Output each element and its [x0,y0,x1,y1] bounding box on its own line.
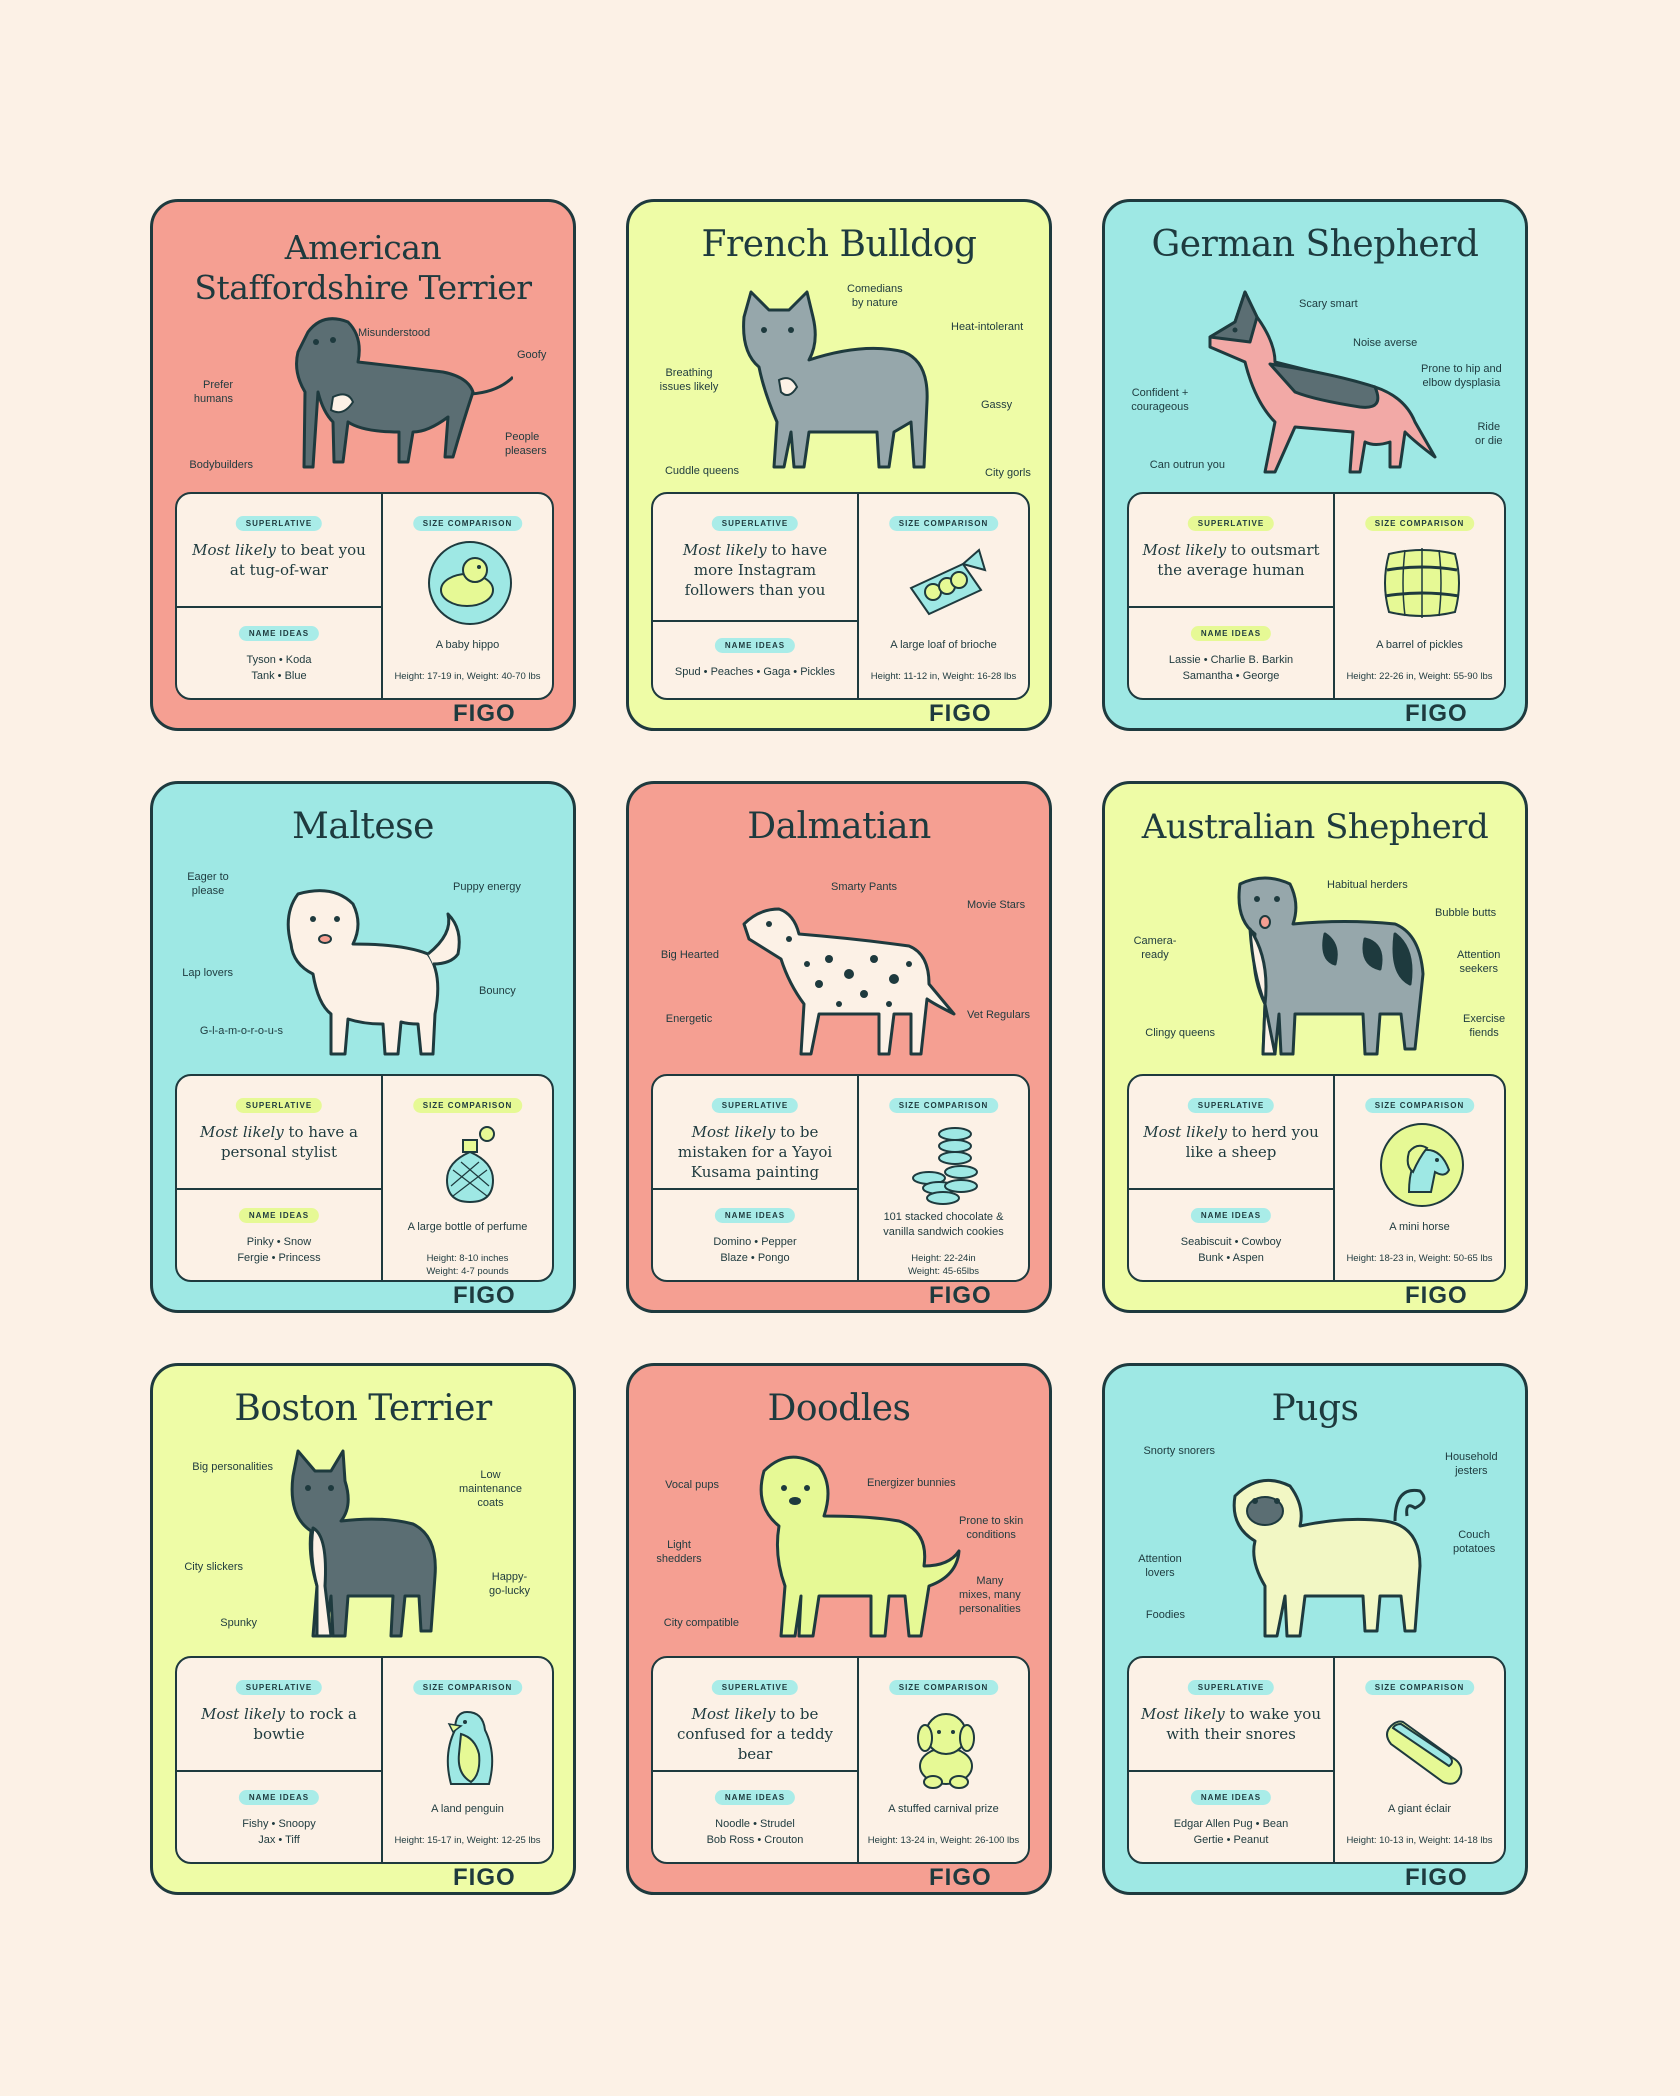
info-panel [651,1074,1030,1282]
perfume-icon [427,1122,513,1208]
card-title: Maltese [292,806,434,847]
name-ideas-badge: NAME IDEAS [239,1208,319,1223]
trait-label: Heat-intolerant [951,321,1024,333]
trait-label: Attention lovers [1138,1553,1182,1579]
trait-label: Can outrun you [1149,459,1225,471]
superlative-badge: SUPERLATIVE [236,1098,322,1113]
trait-label: Cuddle queens [664,465,739,477]
size-dimensions: Height: 18-23 in, Weight: 50-65 lbs [1346,1253,1493,1264]
name-ideas-section [653,1190,857,1280]
size-item: A baby hippo [435,639,500,651]
card-title: Dalmatian [747,806,931,847]
name-ideas-badge: NAME IDEAS [1191,626,1271,641]
trait-label: Scary smart [1299,298,1358,310]
breed-card-dalmatian [626,781,1052,1313]
superlative-badge: SUPERLATIVE [1188,1098,1274,1113]
size-comparison-badge: SIZE COMPARISON [1365,1680,1475,1695]
superlative-badge: SUPERLATIVE [1188,516,1274,531]
superlative-section [653,494,857,606]
trait-label: Light shedders [656,1539,702,1565]
size-dimensions: Height: 22-24in Weight: 45-65lbs [907,1253,980,1277]
info-panel [175,1656,554,1864]
dalmatian-icon [689,864,989,1084]
size-comparison-section [859,494,1028,698]
name-ideas-badge: NAME IDEAS [239,1790,319,1805]
card-title: Pugs [1271,1388,1359,1429]
name-ideas-section [1129,1772,1333,1862]
eclair-icon [1379,1704,1465,1790]
trait-label: City gorls [985,467,1031,479]
superlative-badge: SUPERLATIVE [1188,1680,1274,1695]
card-title: American Staffordshire Terrier [194,228,532,307]
size-comparison-badge: SIZE COMPARISON [1365,516,1475,531]
trait-label: Big personalities [192,1461,273,1473]
trait-label: Bodybuilders [189,459,253,471]
superlative-text: Most likely to wake you with their snores [1141,1705,1321,1743]
trait-label: Vocal pups [665,1479,719,1491]
size-comparison-section [1335,1076,1504,1280]
trait-label: Habitual herders [1327,879,1408,891]
size-comparison-badge: SIZE COMPARISON [889,1680,999,1695]
name-ideas-badge: NAME IDEAS [1191,1790,1271,1805]
superlative-section [177,494,381,606]
name-ideas-section [653,622,857,698]
breed-card-pugs [1102,1363,1528,1895]
maltese-icon [213,864,513,1084]
trait-label: Confident + courageous [1131,387,1189,413]
size-comparison-section [383,494,552,698]
superlative-section [1129,1658,1333,1770]
trait-label: Foodies [1145,1609,1185,1621]
trait-label: Big Hearted [660,949,719,961]
trait-label: Spunky [220,1617,257,1629]
trait-label: Prone to hip and elbow dysplasia [1421,363,1502,389]
name-ideas-badge: NAME IDEAS [715,638,795,653]
trait-label: Lap lovers [182,967,233,979]
superlative-section [1129,1076,1333,1188]
name-ideas-text: Lassie • Charlie B. Barkin Samantha • George [1168,654,1294,682]
size-item: A large bottle of perfume [407,1221,528,1233]
trait-label: Breathing issues likely [659,367,719,393]
trait-label: Many mixes, many personalities [959,1575,1021,1615]
figo-logo: FIGO [453,700,516,727]
breed-card-maltese [150,781,576,1313]
info-panel [1127,1656,1506,1864]
pug-icon [1165,1446,1465,1666]
superlative-badge: SUPERLATIVE [236,516,322,531]
name-ideas-text: Spud • Peaches • Gaga • Pickles [674,666,836,678]
name-ideas-text: Edgar Allen Pug • Bean Gertie • Peanut [1173,1818,1289,1846]
trait-label: City slickers [184,1561,243,1573]
size-item: A stuffed carnival prize [888,1803,999,1815]
trait-label: Energizer bunnies [867,1477,956,1489]
superlative-text: Most likely to have a personal stylist [200,1123,358,1161]
breed-card-american-staffordshire-terrier [150,199,576,731]
penguin-icon [427,1704,513,1790]
trait-label: Camera- ready [1133,935,1177,961]
size-comparison-badge: SIZE COMPARISON [889,516,999,531]
name-ideas-text: Domino • Pepper Blaze • Pongo [713,1236,797,1264]
breed-card-australian-shepherd [1102,781,1528,1313]
info-panel [1127,492,1506,700]
size-item: A giant éclair [1388,1803,1451,1815]
trait-label: Prefer humans [193,379,233,405]
name-ideas-badge: NAME IDEAS [715,1790,795,1805]
cookies-icon [903,1122,989,1208]
card-title: German Shepherd [1151,224,1479,265]
trait-label: People pleasers [505,431,547,457]
size-item: A barrel of pickles [1376,639,1463,651]
size-dimensions: Height: 17-19 in, Weight: 40-70 lbs [394,671,541,682]
figo-logo: FIGO [453,1282,516,1309]
trait-label: Eager to please [187,871,229,897]
card-title: Australian Shepherd [1141,807,1489,847]
trait-label: Movie Stars [967,899,1026,911]
figo-logo: FIGO [929,1282,992,1309]
trait-label: Attention seekers [1457,949,1501,975]
size-item: A land penguin [431,1803,504,1815]
breed-card-boston-terrier [150,1363,576,1895]
trait-label: Snorty snorers [1143,1445,1215,1457]
trait-label: City compatible [663,1617,739,1629]
size-comparison-section [1335,494,1504,698]
size-item: A large loaf of brioche [890,639,997,651]
mini-horse-icon [1379,1122,1465,1208]
trait-label: Low maintenance coats [459,1469,522,1509]
name-ideas-badge: NAME IDEAS [1191,1208,1271,1223]
size-comparison-section [383,1658,552,1862]
brioche-icon [903,540,989,626]
name-ideas-section [1129,1190,1333,1280]
trait-label: Ride or die [1475,421,1503,447]
name-ideas-text: Noodle • Strudel Bob Ross • Crouton [706,1818,804,1846]
trait-label: Smarty Pants [831,881,898,893]
size-comparison-section [859,1658,1028,1862]
superlative-badge: SUPERLATIVE [712,1098,798,1113]
trait-label: Misunderstood [358,327,431,339]
superlative-text: Most likely to rock a bowtie [201,1705,357,1743]
trait-label: Couch potatoes [1453,1529,1496,1555]
australian-shepherd-icon [1165,864,1465,1084]
figo-logo: FIGO [929,700,992,727]
superlative-badge: SUPERLATIVE [236,1680,322,1695]
info-panel [1127,1074,1506,1282]
trait-label: Gassy [981,399,1013,411]
superlative-section [653,1658,857,1770]
trait-label: Vet Regulars [967,1009,1030,1021]
superlative-text: Most likely to beat you at tug-of-war [192,541,366,579]
size-comparison-badge: SIZE COMPARISON [413,1680,523,1695]
trait-label: Noise averse [1353,337,1418,349]
name-ideas-section [177,1772,381,1862]
trait-label: Goofy [517,349,547,361]
info-panel [175,492,554,700]
trait-label: Bouncy [479,985,516,997]
hippo-icon [427,540,513,626]
superlative-text: Most likely to be confused for a teddy bear [676,1705,834,1763]
info-panel [651,1656,1030,1864]
size-comparison-section [859,1076,1028,1280]
name-ideas-section [177,608,381,698]
breed-card-doodles [626,1363,1052,1895]
name-ideas-text: Fishy • Snoopy Jax • Tiff [242,1818,316,1846]
info-panel [175,1074,554,1282]
breed-card-french-bulldog [626,199,1052,731]
superlative-text: Most likely to have more Instagram followers than you [682,541,828,599]
size-item: 101 stacked chocolate & vanilla sandwich cookies [883,1211,1004,1238]
superlative-text: Most likely to be mistaken for a Yayoi Kusama painting [677,1123,833,1181]
superlative-section [177,1658,381,1770]
size-comparison-section [383,1076,552,1280]
trait-label: Bubble butts [1435,907,1497,919]
trait-label: G-l-a-m-o-r-o-u-s [199,1025,283,1037]
superlative-badge: SUPERLATIVE [712,1680,798,1695]
size-dimensions: Height: 22-26 in, Weight: 55-90 lbs [1346,671,1493,682]
figo-logo: FIGO [1405,1864,1468,1891]
size-dimensions: Height: 13-24 in, Weight: 26-100 lbs [867,1835,1020,1846]
superlative-badge: SUPERLATIVE [712,516,798,531]
name-ideas-text: Pinky • Snow Fergie • Princess [237,1236,321,1264]
trait-label: Prone to skin conditions [959,1515,1024,1541]
card-title: French Bulldog [701,224,977,265]
trait-label: Household jesters [1445,1451,1498,1477]
figo-logo: FIGO [1405,700,1468,727]
trait-label: Exercise fiends [1463,1013,1506,1039]
card-title: Doodles [767,1388,911,1429]
name-ideas-section [653,1772,857,1862]
size-comparison-section [1335,1658,1504,1862]
name-ideas-text: Tyson • Koda Tank • Blue [246,654,312,682]
superlative-section [1129,494,1333,606]
name-ideas-badge: NAME IDEAS [239,626,319,641]
trait-label: Clingy queens [1145,1027,1215,1039]
breed-card-german-shepherd [1102,199,1528,731]
size-comparison-badge: SIZE COMPARISON [889,1098,999,1113]
size-dimensions: Height: 10-13 in, Weight: 14-18 lbs [1346,1835,1493,1846]
superlative-section [653,1076,857,1188]
superlative-section [177,1076,381,1188]
name-ideas-section [1129,608,1333,698]
name-ideas-badge: NAME IDEAS [715,1208,795,1223]
trait-label: Energetic [665,1013,713,1025]
figo-logo: FIGO [1405,1282,1468,1309]
pitbull-icon [213,282,513,502]
figo-logo: FIGO [453,1864,516,1891]
pickle-barrel-icon [1379,540,1465,626]
size-comparison-badge: SIZE COMPARISON [413,516,523,531]
size-comparison-badge: SIZE COMPARISON [413,1098,523,1113]
trait-label: Comedians by nature [847,283,903,309]
trait-label: Puppy energy [453,881,521,893]
superlative-text: Most likely to outsmart the average human [1142,541,1320,579]
superlative-text: Most likely to herd you like a sheep [1143,1123,1319,1161]
stuffed-dog-icon [903,1704,989,1790]
figo-logo: FIGO [929,1864,992,1891]
size-item: A mini horse [1389,1221,1450,1233]
name-ideas-text: Seabiscuit • Cowboy Bunk • Aspen [1180,1236,1282,1264]
size-comparison-badge: SIZE COMPARISON [1365,1098,1475,1113]
info-panel [651,492,1030,700]
card-title: Boston Terrier [234,1388,492,1429]
size-dimensions: Height: 8-10 inches Weight: 4-7 pounds [426,1253,509,1277]
trait-label: Happy- go-lucky [489,1571,530,1597]
size-dimensions: Height: 15-17 in, Weight: 12-25 lbs [394,1835,541,1846]
size-dimensions: Height: 11-12 in, Weight: 16-28 lbs [870,671,1017,682]
name-ideas-section [177,1190,381,1280]
